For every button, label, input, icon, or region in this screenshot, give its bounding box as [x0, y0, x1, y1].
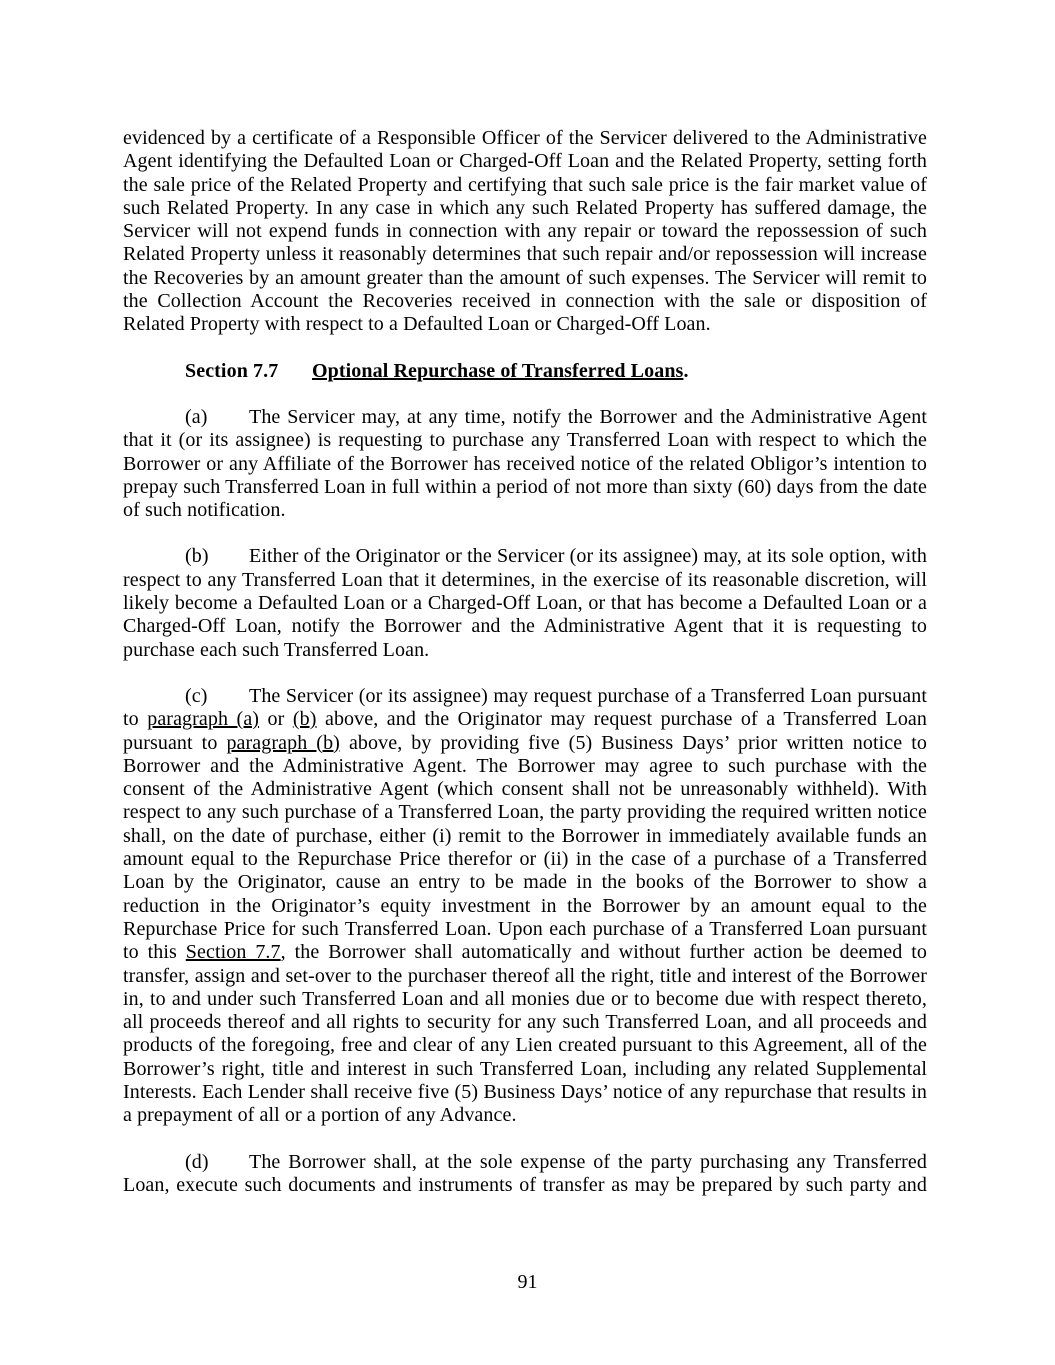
cross-reference-section-7-7: Section 7.7 — [185, 941, 281, 964]
paragraph-intro: evidenced by a certificate of a Responsible Officer of the Servicer delivered to the Administrative Agent identifying the Defaulted Loan or Charged-Off Loan and the Related Property, setting forth the sale price of the Related Property and certifying that such sale price is the fair market value of such Related Property. In any case in which any such Related Property has suffered damage, the Servicer will not expend funds in connection with any repair or toward the repossession of such Related Property unless it reasonably determines that such repair and/or repossession will increase the Recoveries by an amount greater than the amount of such expenses. The Servicer will remit to the Collection Account the Recoveries received in connection with the sale or disposition of Related Property with respect to a Defaulted Loan or Charged-Off Loan. — [123, 127, 927, 336]
paragraph-c — [123, 685, 927, 1128]
paragraph-b-label: (b) — [185, 545, 209, 568]
paragraph-b-text: Either of the Originator or the Servicer (or its assignee) may, at its sole option, with respect to any Transferred Loan that it determines, in the exercise of its reasonable discretion, will likely become a Defaulted Loan or a Charged-Off Loan, or that has become a Defaulted Loan or a Charged-Off Loan, notify the Borrower and the Administrative Agent that it is requesting to purchase each such Transferred Loan. — [123, 545, 927, 661]
section-heading — [123, 360, 927, 383]
cross-reference-paragraph-b: paragraph (b) — [226, 731, 340, 754]
paragraph-c-text: above, and the Originator may request purchase of a Transferred Loan pursuant to — [123, 708, 927, 754]
paragraph-c-text: above, by providing five (5) Business Days’ prior written notice to Borrower and the Administrative Agent. The Borrower may agree to such purchase with the consent of the Administrative Agent (which consent shall not be unreasonably withheld). With respect to any such purchase of a Transferred Loan, the party providing the required written notice shall, on the date of purchase, either (i) remit to the Borrower in immediately available funds an amount equal to the Repurchase Price therefor or (ii) in the case of a purchase of a Transferred Loan by the Originator, cause an entry to be made in the books of the Borrower to show a reduction in the Originator’s equity investment in the Borrower by an amount equal to the Repurchase Price for such Transferred Loan. Upon each purchase of a Transferred Loan pursuant to this — [123, 731, 927, 964]
paragraph-a-label: (a) — [185, 405, 208, 428]
paragraph-a — [123, 406, 927, 522]
section-title-period: . — [683, 359, 689, 382]
paragraph-d-text: The Borrower shall, at the sole expense of the party purchasing any Transferred Loan, execute such documents and instruments of transfer as may be prepared by such party and — [123, 1150, 927, 1196]
document-body — [123, 127, 927, 1220]
paragraph-c-label: (c) — [185, 684, 208, 707]
paragraph-d-label: (d) — [185, 1150, 209, 1173]
paragraph-c-text: or — [259, 708, 293, 731]
cross-reference-paragraph-b: (b) — [292, 708, 317, 731]
page-number: 91 — [517, 1271, 538, 1293]
section-title: Optional Repurchase of Transferred Loans — [312, 359, 684, 382]
paragraph-b — [123, 545, 927, 661]
paragraph-a-text: The Servicer may, at any time, notify the Borrower and the Administrative Agent that it (or its assignee) is requesting to purchase any Transferred Loan with respect to which the Borrower or any Affiliate of the Borrower has received notice of the related Obligor’s intention to prepay such Transferred Loan in full within a period of not more than sixty (60) days from the date of such notification. — [123, 405, 927, 522]
paragraph-d — [123, 1151, 927, 1198]
paragraph-c-text: , the Borrower shall automatically and without further action be deemed to transfer, assign and set-over to the purchaser thereof all the right, title and interest of the Borrower in, to and under such Transferred Loan and all monies due or to become due with respect thereto, all proceeds thereof and all rights to security for any such Transferred Loan, and all proceeds and products of the foregoing, free and clear of any Lien created pursuant to this Agreement, all of the Borrower’s right, title and interest in such Transferred Loan, including any related Supplemental Interests. Each Lender shall receive five (5) Business Days’ notice of any repurchase that results in a prepayment of all or a portion of any Advance. — [123, 941, 927, 1127]
cross-reference-paragraph-a: paragraph (a) — [147, 708, 260, 731]
section-number: Section 7.7 — [185, 359, 279, 382]
paragraph-c-text: The Servicer (or its assignee) may request purchase of a Transferred Loan pursuant to — [123, 684, 927, 731]
